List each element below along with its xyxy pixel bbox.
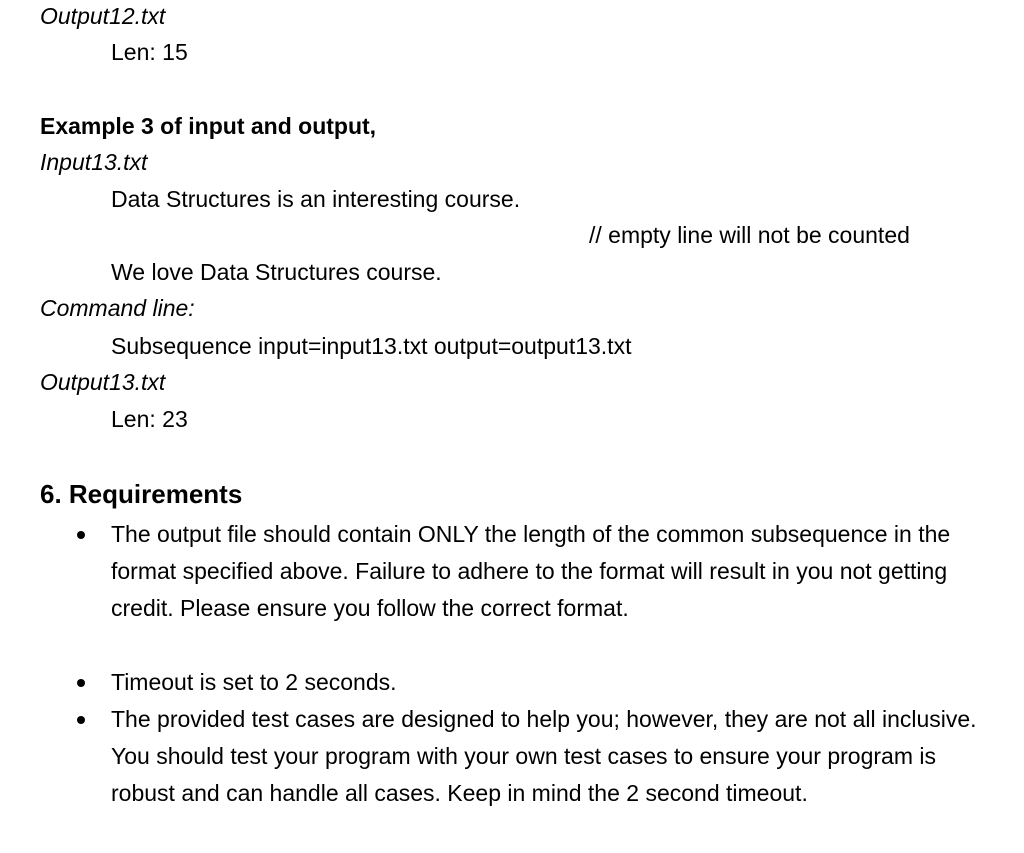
requirement-item: Timeout is set to 2 seconds. (111, 669, 397, 695)
output13-value: Len: 23 (111, 406, 188, 432)
output12-value: Len: 15 (111, 39, 188, 65)
bullet-icon (77, 531, 85, 539)
requirements-heading: 6. Requirements (40, 479, 243, 509)
command-line-value: Subsequence input=input13.txt output=output13.txt (111, 333, 632, 359)
bullet-icon (77, 679, 85, 687)
output12-label: Output12.txt (40, 3, 166, 29)
output13-label: Output13.txt (40, 369, 166, 395)
input13-line-3: We love Data Structures course. (111, 259, 442, 285)
bullet-icon (77, 716, 85, 724)
input13-label: Input13.txt (40, 149, 148, 175)
requirement-item: The output file should contain ONLY the length of the common subsequence in the format specified above. Failure to adhere to the format will result in you not getting credit. Please ensure you follow the correct format. (111, 521, 951, 621)
command-line-label: Command line: (40, 295, 195, 321)
input13-line-1: Data Structures is an interesting course. (111, 186, 521, 212)
empty-line-comment: // empty line will not be counted (589, 222, 910, 248)
example3-heading: Example 3 of input and output, (40, 113, 377, 139)
requirement-item: The provided test cases are designed to help you; however, they are not all inclusive. You should test your program with your own test cases to ensure your program is robust and can handle all cases. Keep in mind the 2 second timeout. (111, 706, 977, 806)
